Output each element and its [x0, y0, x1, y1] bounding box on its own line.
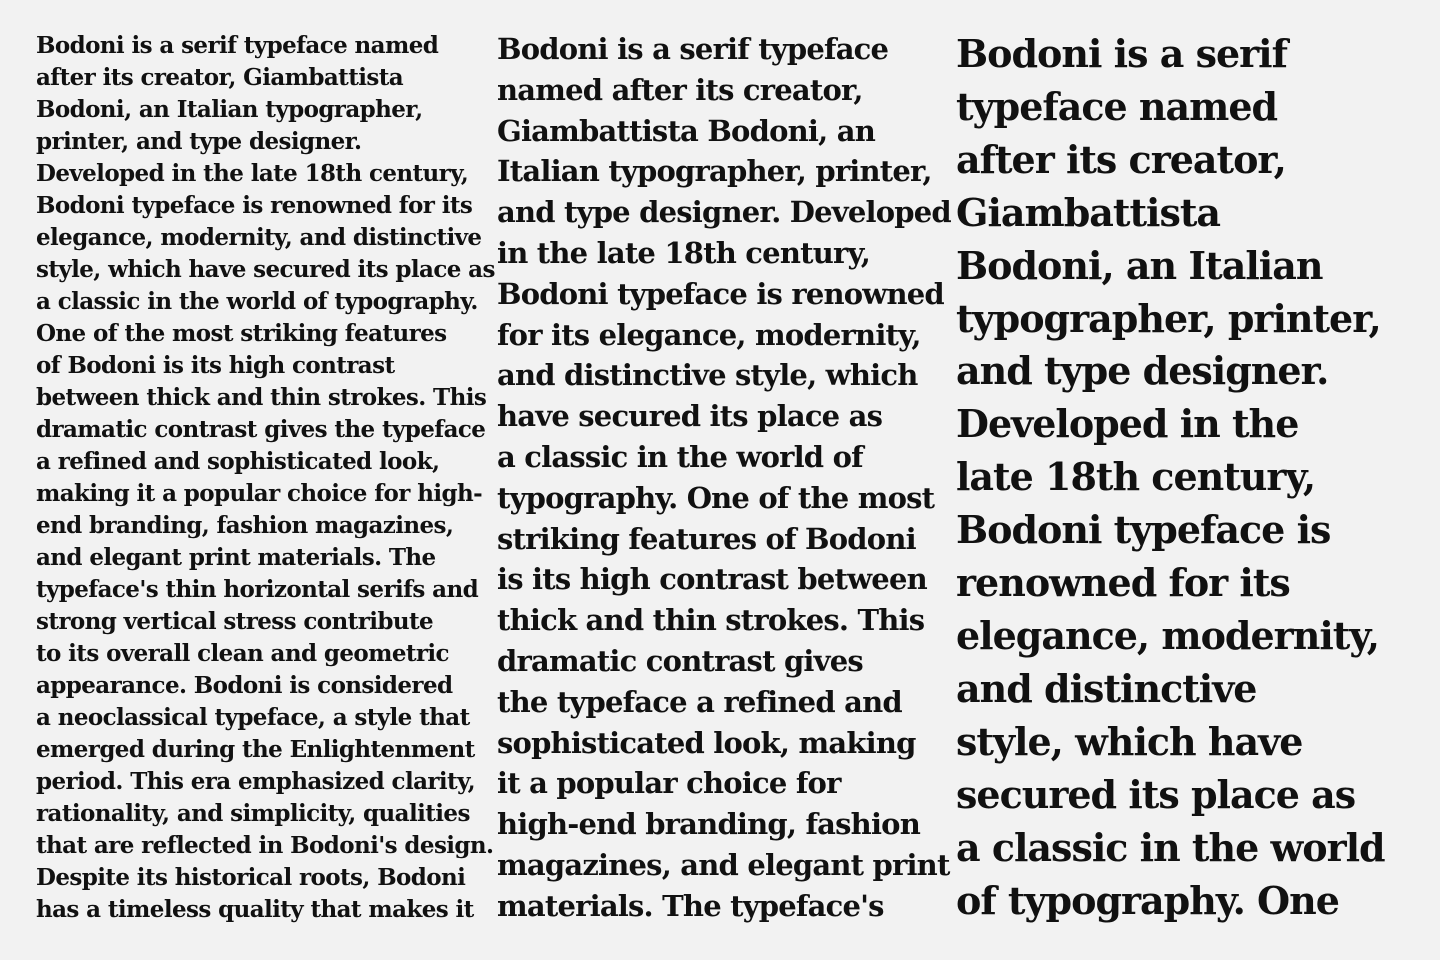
text-line: Bodoni typeface is renowned for its — [36, 192, 473, 219]
text-line: Giambattista — [956, 189, 1221, 235]
text-line: a classic in the world — [956, 824, 1385, 870]
text-line: Bodoni typeface is renowned — [497, 276, 944, 311]
text-line: between thick and thin strokes. This — [36, 384, 487, 411]
text-line: typeface's thin horizontal serifs and — [36, 576, 479, 603]
text-line: striking features of Bodoni — [497, 521, 916, 556]
text-line: a neoclassical typeface, a style that — [36, 704, 470, 731]
text-line: strong vertical stress contribute — [36, 608, 434, 635]
text-line: high-end branding, fashion — [497, 807, 921, 842]
text-line: Bodoni, an Italian — [956, 242, 1323, 288]
text-line: the typeface a refined and — [497, 684, 902, 719]
text-line: style, which have secured its place as — [36, 256, 495, 283]
text-line: Italian typographer, printer, — [497, 154, 932, 189]
text-line: after its creator, Giambattista — [36, 64, 404, 91]
text-line: style, which have — [956, 718, 1303, 764]
text-line: Giambattista Bodoni, an — [497, 113, 875, 148]
text-line: elegance, modernity, — [956, 612, 1379, 658]
text-line: Bodoni is a serif — [956, 31, 1287, 76]
text-line: One of the most striking features — [36, 320, 447, 347]
text-line: have secured its place as — [497, 399, 883, 434]
text-line: magazines, and elegant print — [497, 847, 950, 882]
text-line: has a timeless quality that makes it — [36, 896, 474, 923]
text-line: secured its place as — [956, 771, 1356, 817]
text-line: sophisticated look, making — [497, 725, 916, 760]
text-line: to its overall clean and geometric — [36, 640, 449, 667]
specimen-column-medium — [497, 29, 951, 927]
text-line: and elegant print materials. The — [36, 544, 436, 571]
text-line: appearance. Bodoni is considered — [36, 672, 453, 699]
text-line: end branding, fashion magazines, — [36, 512, 454, 539]
text-line: Developed in the — [956, 401, 1299, 447]
text-line: is its high contrast between — [497, 562, 927, 597]
text-line: a classic in the world of — [497, 439, 863, 474]
text-line: Despite its historical roots, Bodoni — [36, 864, 466, 891]
text-line: typography. One of the most — [497, 480, 935, 515]
text-line: in the late 18th century, — [497, 235, 871, 270]
text-line: after its creator, — [956, 136, 1286, 182]
text-line: a classic in the world of typography. — [36, 288, 478, 315]
text-line: printer, and type designer. — [36, 128, 362, 155]
text-line: Bodoni is a serif typeface named — [36, 32, 439, 59]
text-line: dramatic contrast gives the typeface — [36, 416, 486, 443]
text-line: thick and thin strokes. This — [497, 603, 925, 638]
text-line: that are reflected in Bodoni's design. — [36, 832, 494, 859]
text-line: and type designer. — [956, 348, 1329, 394]
text-line: Bodoni is a serif typeface — [497, 32, 889, 66]
text-line: making it a popular choice for high- — [36, 480, 483, 507]
text-line: period. This era emphasized clarity, — [36, 768, 476, 795]
text-line: renowned for its — [956, 560, 1290, 606]
text-line: Bodoni typeface is — [956, 507, 1331, 553]
text-line: Bodoni, an Italian typographer, — [36, 96, 423, 123]
specimen-column-large — [956, 28, 1396, 927]
text-line: named after its creator, — [497, 72, 863, 107]
text-line: typeface named — [956, 83, 1278, 129]
text-line: and type designer. Developed — [497, 195, 951, 230]
text-line: of Bodoni is its high contrast — [36, 352, 395, 379]
text-line: materials. The typeface's — [497, 888, 884, 923]
text-line: typographer, printer, — [956, 295, 1381, 341]
text-line: emerged during the Enlightenment — [36, 736, 475, 763]
text-line: and distinctive style, which — [497, 358, 918, 393]
text-line: elegance, modernity, and distinctive — [36, 224, 482, 251]
text-line: a refined and sophisticated look, — [36, 448, 440, 475]
specimen-column-small — [36, 30, 495, 926]
text-line: and distinctive — [956, 665, 1257, 711]
text-line: it a popular choice for — [497, 766, 841, 801]
text-line: dramatic contrast gives — [497, 643, 863, 678]
text-line: for its elegance, modernity, — [497, 317, 921, 352]
text-line: late 18th century, — [956, 454, 1316, 500]
text-line: rationality, and simplicity, qualities — [36, 800, 470, 827]
text-line: of typography. One — [956, 877, 1339, 923]
text-line: Developed in the late 18th century, — [36, 160, 469, 187]
